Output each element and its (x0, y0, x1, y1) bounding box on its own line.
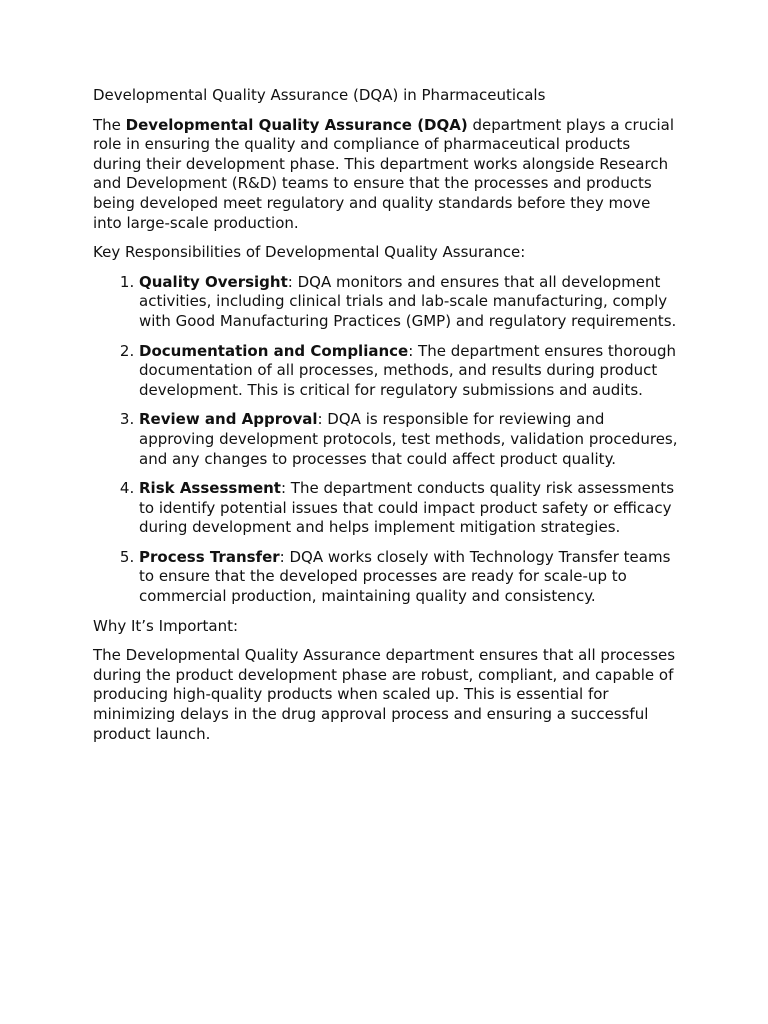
list-item-text: : DQA is responsible for reviewing and approving development protocols, test methods, validation procedures, and any changes to processes that could affect product quality. (139, 410, 678, 468)
list-item (139, 273, 678, 332)
list-item-text: : DQA monitors and ensures that all development activities, including clinical trials and lab-scale manufacturing, comply with Good Manufacturing Practices (GMP) and regulatory requirements. (139, 272, 677, 330)
list-item-term: Documentation and Compliance (139, 341, 409, 360)
list-item-text: : The department ensures thorough documentation of all processes, methods, and results during product development. This is critical for regulatory submissions and audits. (139, 341, 677, 399)
responsibilities-list (93, 273, 678, 607)
importance-heading: Why It’s Important: (93, 616, 239, 635)
list-item-term: Risk Assessment (139, 479, 281, 498)
list-item (139, 548, 678, 607)
list-item-term: Process Transfer (139, 547, 280, 566)
list-item-term: Quality Oversight (139, 272, 288, 291)
list-item-text: : DQA works closely with Technology Transfer teams to ensure that the developed processes are ready for scale-up to commercial production, maintaining quality and consistency. (139, 547, 671, 606)
responsibilities-heading: Key Responsibilities of Developmental Quality Assurance: (93, 243, 526, 262)
intro-bold-term: Developmental Quality Assurance (DQA) (125, 115, 468, 134)
importance-paragraph: The Developmental Quality Assurance department ensures that all processes during the product development phase are robust, compliant, and capable of producing high-quality products when scaled up. This is essential for minimizing delays in the drug approval process and ensuring a successful product launch. (93, 646, 676, 743)
document-title: Developmental Quality Assurance (DQA) in Pharmaceuticals (93, 86, 546, 104)
intro-prefix: The (93, 115, 126, 134)
list-item (139, 479, 678, 538)
intro-paragraph (93, 116, 678, 234)
list-item (139, 342, 678, 401)
list-item (139, 410, 678, 469)
document-page (93, 86, 678, 754)
list-item-term: Review and Approval (139, 410, 318, 429)
intro-suffix: department plays a crucial role in ensuring the quality and compliance of pharmaceutical products during their development phase. This department works alongside Research and Development (R&D) teams to ensure that the processes and products being developed meet regulatory and quality standards before they move into large-scale production. (93, 115, 675, 232)
list-item-text: : The department conducts quality risk assessments to identify potential issues that could impact product safety or efficacy during development and helps implement mitigation strategies. (139, 479, 675, 537)
